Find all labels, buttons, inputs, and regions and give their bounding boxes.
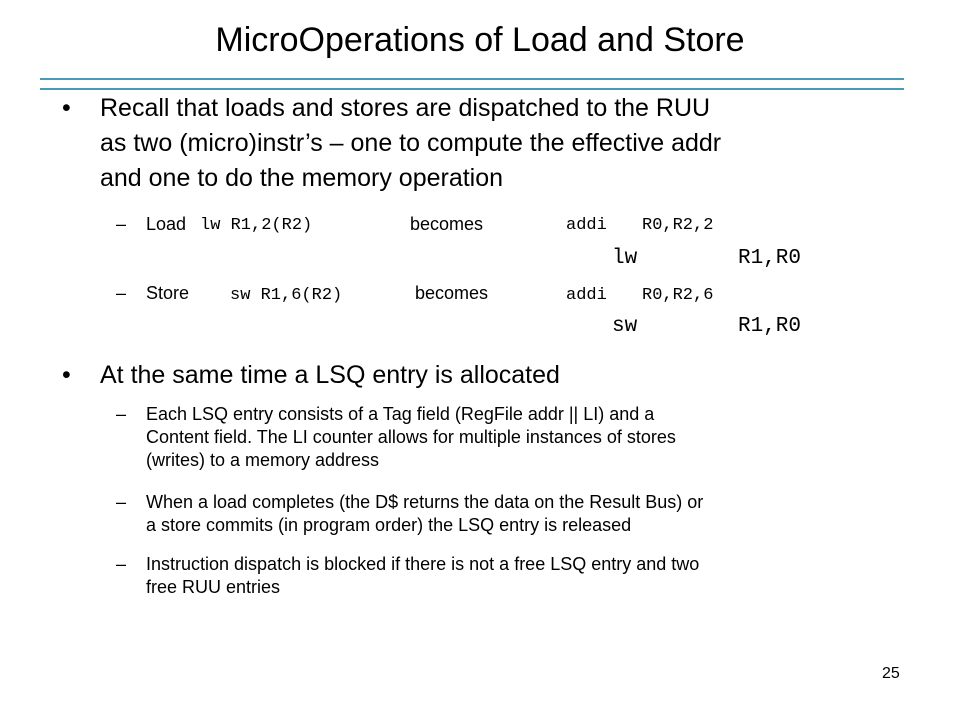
load-micro1-op: addi <box>566 216 607 235</box>
store-instruction: sw R1,6(R2) <box>230 286 343 305</box>
bullet-marker: • <box>62 361 71 389</box>
subpoint-line: (writes) to a memory address <box>146 450 380 470</box>
title-divider-bottom <box>40 88 904 90</box>
store-micro2-op: sw <box>612 315 638 338</box>
bullet-text <box>100 358 900 393</box>
load-micro2-op: lw <box>612 247 638 270</box>
load-micro2-args: R1,R0 <box>738 247 802 270</box>
subpoint-line: Instruction dispatch is blocked if there is not a free LSQ entry and two <box>146 554 700 574</box>
subpoint-dispatch-blocked <box>146 553 906 599</box>
store-micro1-op: addi <box>566 286 607 305</box>
subpoint-lsq-entry <box>146 403 906 472</box>
bullet-line: and one to do the memory operation <box>100 164 504 192</box>
load-instruction: lw R1,2(R2) <box>200 216 313 235</box>
subpoint-dash: – <box>116 492 127 512</box>
bullet-line: Recall that loads and stores are dispatched to the RUU <box>100 94 711 122</box>
bullet-text <box>100 91 900 196</box>
bullet-line: At the same time a LSQ entry is allocated <box>100 361 560 389</box>
load-dash: – <box>116 214 127 234</box>
bullet-marker: • <box>62 94 71 122</box>
subpoint-release <box>146 491 906 537</box>
subpoint-dash: – <box>116 554 127 574</box>
store-micro2-args: R1,R0 <box>738 315 802 338</box>
page-number: 25 <box>882 665 900 682</box>
subpoint-line: Each LSQ entry consists of a Tag field (RegFile addr || LI) and a <box>146 404 655 424</box>
bullet-line: as two (micro)instr’s – one to compute the effective addr <box>100 129 722 157</box>
store-label: Store <box>146 283 190 303</box>
store-dash: – <box>116 283 127 303</box>
store-micro1-args: R0,R2,6 <box>642 286 714 305</box>
subpoint-dash: – <box>116 404 127 424</box>
load-becomes: becomes <box>410 214 484 234</box>
subpoint-line: free RUU entries <box>146 577 281 597</box>
slide-title: MicroOperations of Load and Store <box>215 21 745 59</box>
subpoint-line: a store commits (in program order) the LSQ entry is released <box>146 515 632 535</box>
subpoint-line: When a load completes (the D$ returns the data on the Result Bus) or <box>146 492 704 512</box>
load-micro1-args: R0,R2,2 <box>642 216 714 235</box>
subpoint-line: Content field. The LI counter allows for multiple instances of stores <box>146 427 676 447</box>
title-divider-top <box>40 78 904 80</box>
load-label: Load <box>146 214 187 234</box>
store-becomes: becomes <box>415 283 489 303</box>
